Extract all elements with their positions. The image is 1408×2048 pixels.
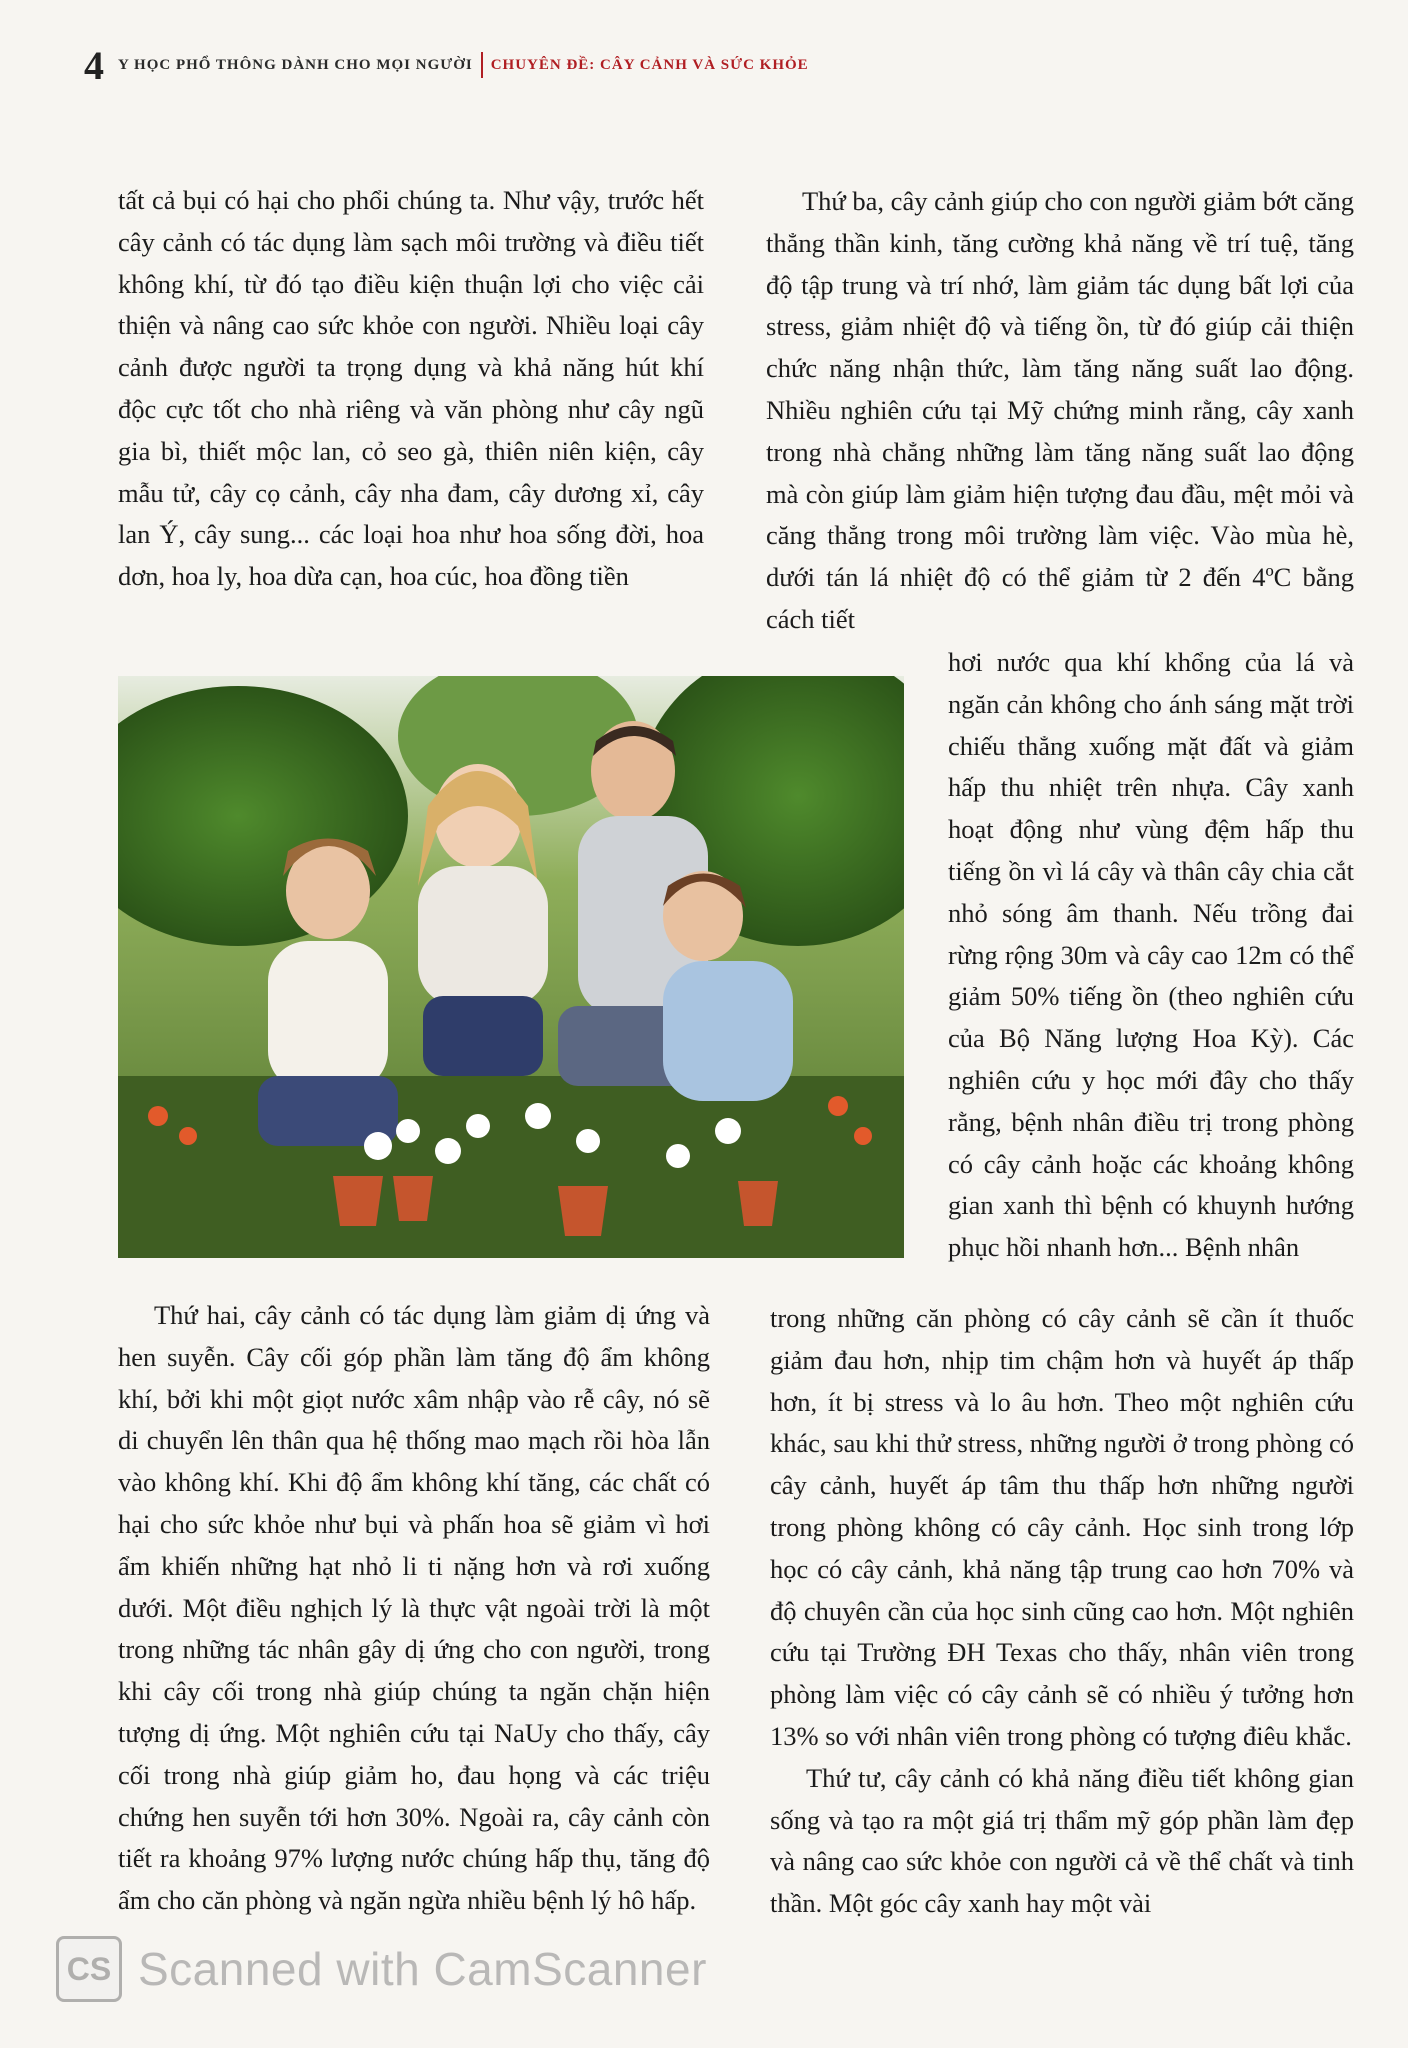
series-title: Y HỌC PHỔ THÔNG DÀNH CHO MỌI NGƯỜI <box>118 56 473 73</box>
right-column-top <box>766 181 1354 641</box>
running-header <box>84 40 809 90</box>
paragraph-right-bottom-1: trong những căn phòng có cây cảnh sẽ cần ít thuốc giảm đau hơn, nhịp tim chậm hơn và huyết áp thấp hơn, ít bị stress và lo âu hơn. Theo một nghiên cứu khác, sau khi thử stress, những người ở trong phòng có cây cảnh, huyết áp tâm thu thấp hơn những người trong phòng không có cây cảnh. Học sinh trong lớp học có cây cảnh, khả năng tập trung cao hơn 70% và độ chuyên cần của học sinh cũng cao hơn. Một nghiên cứu tại Trường ĐH Texas cho thấy, nhân viên trong phòng làm việc có cây cảnh sẽ có nhiều ý tưởng hơn 13% so với nhân viên trong phòng có tượng điêu khắc. <box>770 1303 1354 1751</box>
right-column-bottom <box>770 1298 1354 1925</box>
topic-title: CHUYÊN ĐỀ: CÂY CẢNH VÀ SỨC KHỎE <box>490 56 809 73</box>
photo-illustration <box>118 676 904 1258</box>
paragraph-right-narrow: hơi nước qua khí khổng của lá và ngăn cản không cho ánh sáng mặt trời chiếu thẳng xuống mặt đất và giảm hấp thu nhiệt trên nhựa. Cây xanh hoạt động như vùng đệm hấp thu tiếng ồn vì lá cây và thân cây chia cắt nhỏ sóng âm thanh. Nếu trồng đai rừng rộng 30m và cây cao 12m có thể giảm 50% tiếng ồn (theo nghiên cứu của Bộ Năng lượng Hoa Kỳ). Các nghiên cứu y học mới đây cho thấy rằng, bệnh nhân điều trị trong phòng có cây cảnh hoặc các khoảng không gian xanh thì bệnh có khuynh hướng phục hồi nhanh hơn... Bệnh nhân <box>948 647 1354 1263</box>
family-gardening-photo <box>118 676 904 1258</box>
left-column-top <box>118 180 704 598</box>
paragraph-right-bottom-2: Thứ tư, cây cảnh có khả năng điều tiết không gian sống và tạo ra một giá trị thẩm mỹ góp phần làm đẹp và nâng cao sức khỏe con người cả về thể chất và tinh thần. Một góc cây xanh hay một vài <box>770 1762 1354 1919</box>
header-divider <box>481 52 483 78</box>
right-column-beside-photo <box>948 642 1354 1269</box>
page-number: 4 <box>84 42 104 88</box>
paragraph-left-bottom: Thứ hai, cây cảnh có tác dụng làm giảm dị ứng và hen suyễn. Cây cối góp phần làm tăng độ ẩm không khí, bởi khi một giọt nước xâm nhập vào rễ cây, nó sẽ di chuyển lên thân qua hệ thống mao mạch rồi hòa lẫn vào không khí. Khi độ ẩm không khí tăng, các chất có hại cho sức khỏe như bụi và phấn hoa sẽ giảm vì hơi ẩm khiến những hạt nhỏ li ti nặng hơn và rơi xuống dưới. Một điều nghịch lý là thực vật ngoài trời là một trong những tác nhân gây dị ứng cho con người, trong khi cây cối trong nhà giúp chúng ta ngăn chặn hiện tượng dị ứng. Một nghiên cứu tại NaUy cho thấy, cây cối trong nhà giúp giảm ho, đau họng và các triệu chứng hen suyễn tới hơn 30%. Ngoài ra, cây cảnh còn tiết ra khoảng 97% lượng nước chúng hấp thụ, tăng độ ẩm cho căn phòng và ngăn ngừa nhiều bệnh lý hô hấp. <box>118 1300 710 1916</box>
camscanner-logo-icon: CS <box>56 1936 122 2002</box>
watermark-text: Scanned with CamScanner <box>138 1943 707 1995</box>
paragraph-left-top: tất cả bụi có hại cho phổi chúng ta. Như vậy, trước hết cây cảnh có tác dụng làm sạch môi trường và điều tiết không khí, từ đó tạo điều kiện thuận lợi cho việc cải thiện và nâng cao sức khỏe con người. Nhiều loại cây cảnh được người ta trọng dụng và khả năng hút khí độc cực tốt cho nhà riêng và văn phòng như cây ngũ gia bì, thiết mộc lan, cỏ seo gà, thiên niên kiện, cây mẫu tử, cây cọ cảnh, cây nha đam, cây dương xỉ, cây lan Ý, cây sung... các loại hoa như hoa sống đời, hoa dơn, hoa ly, hoa dừa cạn, hoa cúc, hoa đồng tiền <box>118 185 704 592</box>
left-column-bottom <box>118 1295 710 1922</box>
camscanner-watermark <box>56 1936 707 2002</box>
paragraph-right-top: Thứ ba, cây cảnh giúp cho con người giảm bớt căng thẳng thần kinh, tăng cường khả năng về trí tuệ, tăng độ tập trung và trí nhớ, làm giảm tác dụng bất lợi của stress, giảm nhiệt độ và tiếng ồn, từ đó giúp cải thiện chức năng nhận thức, làm tăng năng suất lao động. Nhiều nghiên cứu tại Mỹ chứng minh rằng, cây xanh trong nhà chẳng những làm tăng năng suất lao động mà còn giúp làm giảm hiện tượng đau đầu, mệt mỏi và căng thẳng trong môi trường làm việc. Vào mùa hè, dưới tán lá nhiệt độ có thể giảm từ 2 đến 4ºC bằng cách tiết <box>766 186 1354 634</box>
